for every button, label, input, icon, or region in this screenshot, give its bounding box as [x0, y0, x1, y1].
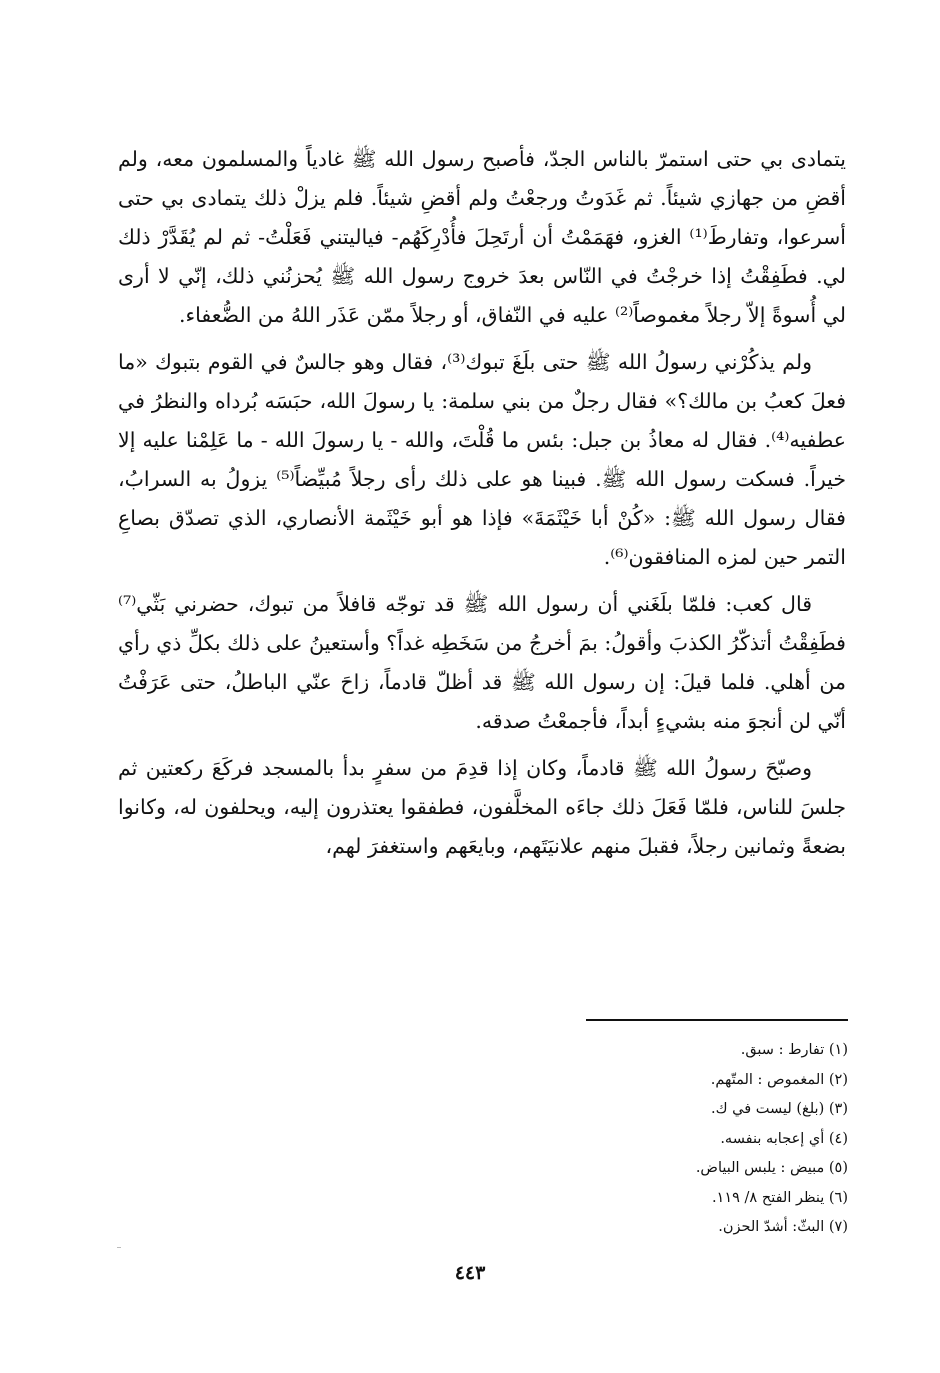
footnote-5: (٥) مبيض : يلبس البياض.	[695, 1160, 848, 1176]
paragraph-4: وصبّحَ رسولُ الله ﷺ قادماً، وكان إذا قدِمَ من سفرٍ بدأ بالمسجد فركَعَ ركعتين ثم جلسَ للناس، فلمّا فَعَلَ ذلك جاءَه المخلَّفون، فطفقوا يعتذرون إليه، ويحلفون له، وكانوا بضعةً وثمانين رجلاً، فقبلَ منهم علانيَتَهم، وبايعَهم واستغفرَ لهم،	[118, 756, 846, 858]
footnote-2: (٢) المغموص : المتّهم.	[710, 1071, 848, 1088]
footnote-separator-line	[586, 1019, 848, 1021]
footnote-7: (٧) البثّ: أشدّ الحزن.	[718, 1219, 848, 1235]
paragraph-2: ولم يذكُرْني رسولُ الله ﷺ حتى بلَغَ تبوك⁽³⁾، فقال وهو جالسٌ في القوم بتبوك «ما فعلَ كعبُ بن مالك؟» فقال رجلٌ من بني سلمة: يا رسولَ الله، حبَسَه بُرداه والنظرُ في عطفيه⁽⁴⁾. فقال له معاذُ بن جبل: بئس ما قُلْتَ، والله - يا رسولَ الله - ما عَلِمْنا عليه إلا خيراً. فسكت رسول الله ﷺ. فبينا هو على ذلك رأى رجلاً مُبيِّضاً⁽⁵⁾ يزولُ به السرابُ، فقال رسول الله ﷺ: «كُنْ أبا خَيْثَمَةَ» فإذا هو أبو خَيْثَمة الأنصاري، الذي تصدّق بصاعِ التمر حين لمزه المنافقون⁽⁶⁾.	[118, 350, 846, 569]
footnote-3: (٣) (بلغ) ليست في ك.	[711, 1101, 848, 1117]
footnote-6: (٦) ينظر الفتح ٨/ ١١٩.	[711, 1189, 848, 1206]
footnote-4: (٤) أي إعجابه بنفسه.	[720, 1130, 848, 1147]
main-text-block	[118, 140, 846, 874]
paragraph-3: قال كعب: فلمّا بلَغَني أن رسول الله ﷺ قد توجّه قافلاً من تبوك، حضرني بَثّي⁽⁷⁾ فطَفِقْتُ أتذكّرُ الكذبَ وأقولُ: بمَ أخرجُ من سَخَطِه غداً؟ وأستعينُ على ذلك بكلِّ ذي رأي من أهلي. فلما قيلَ: إن رسول الله ﷺ قد أظلّ قادماً، زاحَ عنّي الباطلُ، حتى عَرَفْتُ أنّي لن أنجوَ منه بشيءٍ أبداً، فأجمعْتُ صدقه.	[118, 592, 846, 733]
paragraph-1: يتمادى بي حتى استمرّ بالناس الجدّ، فأصبح رسول الله ﷺ غادياً والمسلمون معه، ولم أقضِ من جهازي شيئاً. ثم غَدَوتُ ورجعْتُ ولم أقضِ شيئاً. فلم يزلْ ذلك يتمادى بي حتى أسرعوا، وتفارطَ⁽¹⁾ الغزو، فهَمَمْتُ أن أرتَحِلَ فأُدْرِكَهُم- فياليتني فَعَلْتُ- ثم لم يُقَدَّرْ ذلك لي. فطَفِقْتُ إذا خرجْتُ في النّاس بعدَ خروج رسول الله ﷺ يُحزنُني ذلك، إنّي لا أرى لي أُسوةً إلاّ رجلاً مغموصاً⁽²⁾ عليه في النّفاق، أو رجلاً ممّن عَذَر اللهُ من الضُّعفاء.	[118, 147, 846, 327]
footnote-1: (١) تفارط : سبق.	[740, 1042, 848, 1058]
page-number: ٤٤٣	[454, 1262, 486, 1284]
margin-mark	[117, 1247, 121, 1248]
footnotes-block	[520, 1036, 848, 1243]
